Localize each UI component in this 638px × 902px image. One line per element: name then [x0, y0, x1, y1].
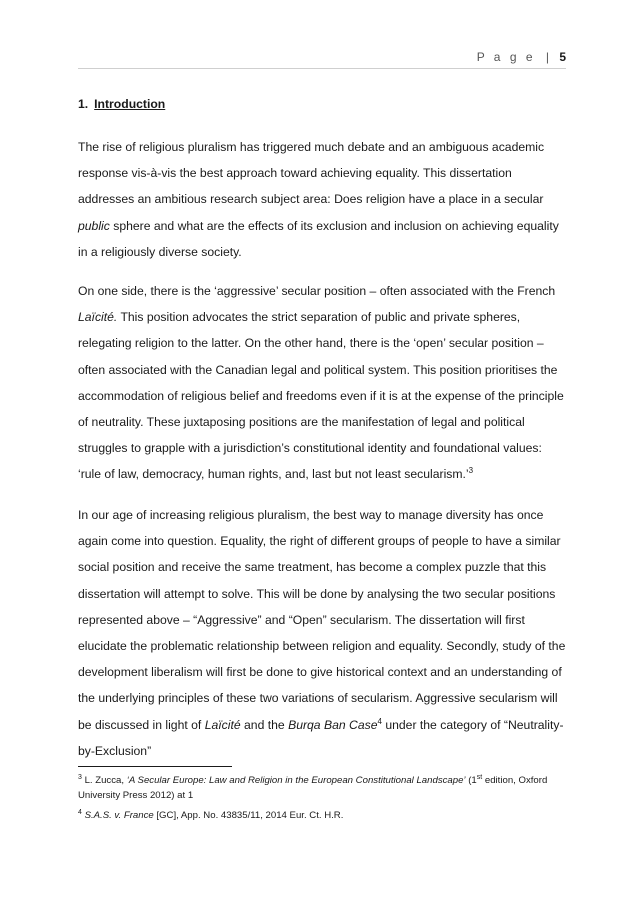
section-title: Introduction — [94, 97, 166, 111]
footnote-4-mark: 4 — [78, 808, 82, 816]
header-rule — [78, 68, 566, 69]
page-number: 5 — [559, 50, 566, 64]
footnote-3-text-c: (1 — [465, 775, 477, 786]
footnote-ref-3: 3 — [468, 466, 474, 476]
section-heading — [78, 97, 165, 111]
page-label: P a g e — [476, 50, 536, 64]
footnote-rule — [78, 766, 232, 767]
p3-text-a: In our age of increasing religious pluralism, the best way to manage diversity has once again come into question. Equality, the right of different groups of people to have a similar social position and receive the same treatment, has become a complex puzzle that this dissertation will attempt to solve. This will be done by analysing the two secular positions represented above – “Aggressive” and “Open” secularism. The dissertation will first elucidate the problematic relationship between religion and equality. Secondly, study of the development liberalism will first be done to give historical context and an understanding of the underlying principles of these two variations of secularism. Aggressive secularism will be discussed in light of — [78, 508, 566, 732]
paragraph-3 — [78, 502, 567, 764]
footnote-4 — [78, 808, 567, 823]
p3-emphasis-laicite: Laïcité — [204, 717, 241, 732]
page-separator: | — [545, 50, 549, 64]
p3-text-e: under the category of “Neutrality-by-Exclusion” — [78, 717, 564, 758]
footnote-3 — [78, 773, 567, 803]
p3-text-c: and the — [240, 717, 289, 732]
p1-text-a: The rise of religious pluralism has triggered much debate and an ambiguous academic response vis-à-vis the best approach toward achieving equality. This dissertation addresses an ambitious research subject area: Does religion have a place in a secular — [78, 140, 545, 207]
p3-emphasis-burqa: Burqa Ban Case — [288, 717, 378, 732]
footnote-3-title: ‘A Secular Europe: Law and Religion in the European Constitutional Landscape’ — [126, 775, 466, 786]
paragraph-2 — [78, 278, 567, 488]
footnote-3-mark: 3 — [78, 773, 82, 781]
footnote-ref-4: 4 — [377, 716, 382, 726]
footnote-3-ordinal: st — [476, 773, 483, 781]
footnote-4-text-c: [GC], App. No. 43835/11, 2014 Eur. Ct. H.R. — [153, 810, 344, 821]
p2-emphasis: Laïcité. — [78, 310, 118, 325]
paragraph-1 — [78, 134, 567, 265]
section-number: 1. — [78, 97, 89, 111]
p2-text-a: On one side, there is the ‘aggressive’ secular position – often associated with the French — [78, 284, 556, 298]
p1-emphasis: public — [78, 218, 110, 233]
page-header — [477, 50, 566, 64]
footnote-3-text-a: L. Zucca, — [81, 775, 127, 786]
p2-text-c: This position advocates the strict separation of public and private spheres, relegating religion to the latter. On the other hand, there is the ‘open’ secular position – often associated with the Canadian legal and political system. This position prioritises the accommodation of religious belief and freedoms even if it is at the expense of the principle of neutrality. These juxtaposing positions are the manifestation of legal and political struggles to grapple with a jurisdiction’s constitutional identity and foundational values: ‘rule of law, democracy, human rights, and, last but not least secularism.’ — [78, 310, 564, 482]
p1-text-c: sphere and what are the effects of its exclusion and inclusion on achieving equality in a religiously diverse society. — [78, 218, 559, 259]
footnote-4-case: S.A.S. v. France — [84, 810, 154, 821]
footnote-3-text-d: edition, Oxford University Press 2012) at 1 — [78, 775, 548, 801]
